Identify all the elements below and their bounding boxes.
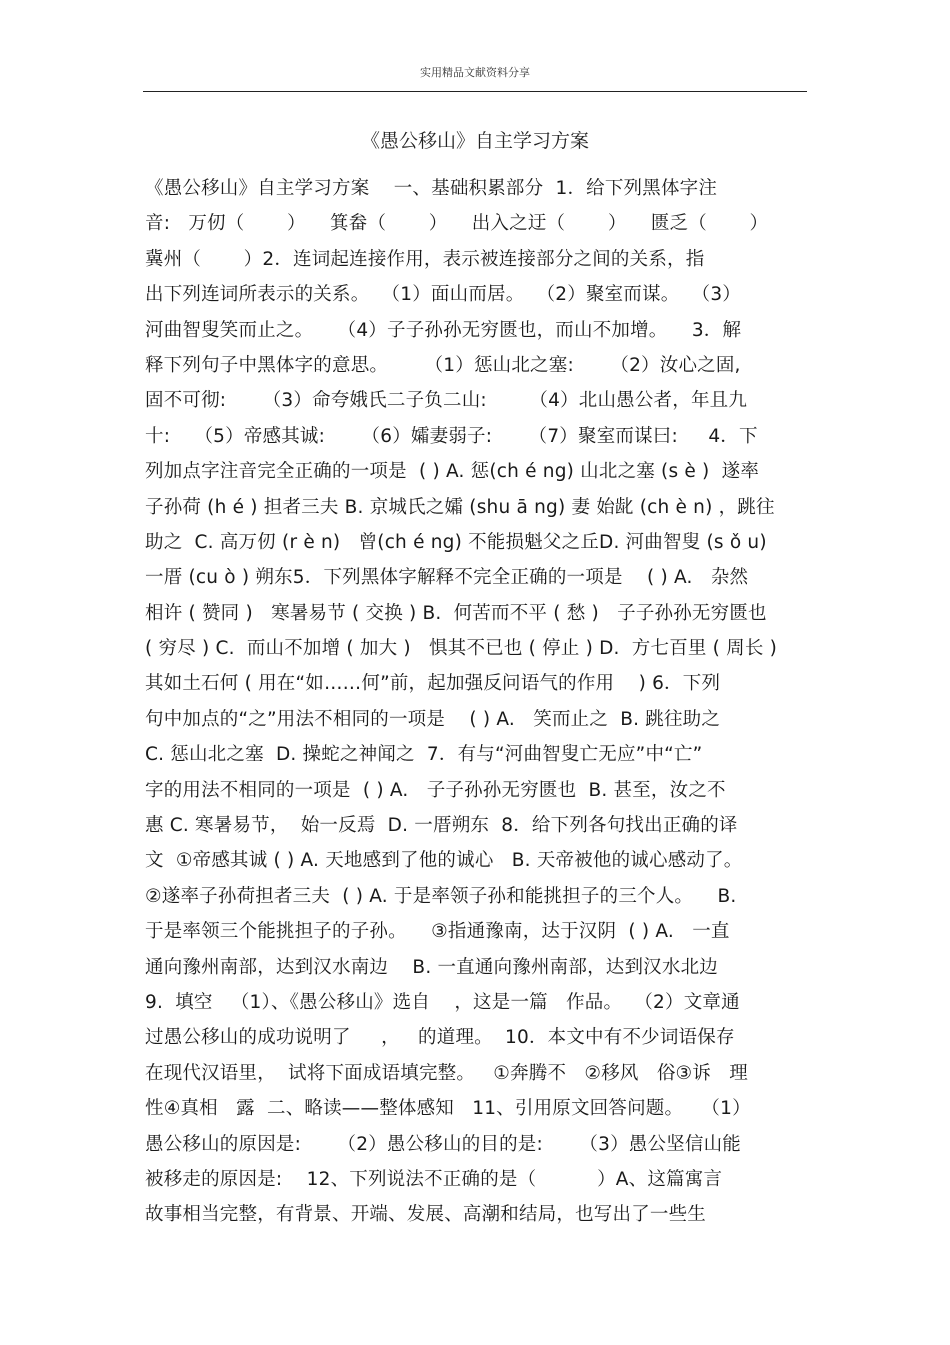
body-text-line: 过愚公移山的成功说明了 ， 的道理。 10．本文中有不少词语保存	[145, 1027, 735, 1049]
body-text-line: 列加点字注音完全正确的一项是 ( ) A. 惩(ch é ng) 山北之塞 (s è ) 遂率	[145, 461, 760, 483]
body-text-line: 河曲智叟笑而止之。 （4）子子孙孙无穷匮也，而山不加增。 3．解	[145, 319, 742, 341]
body-text-line: 音: 万仞（ ） 箕畚（ ） 出入之迂（ ） 匮乏（ ）	[145, 213, 769, 235]
body-text-line: 被移走的原因是: 12、下列说法不正确的是（ ）A、这篇寓言	[145, 1168, 723, 1190]
body-text-line: 在现代汉语里， 试将下面成语填完整。 ①奔腾不 ②移风 俗③诉 理	[145, 1062, 748, 1084]
body-text-line: 固不可彻: （3）命夸娥氏二子负二山: （4）北山愚公者，年且九	[145, 390, 748, 412]
body-text-line: 《愚公移山》自主学习方案 一、基础积累部分 1．给下列黑体字注	[145, 178, 718, 199]
body-text-line: 愚公移山的原因是: （2）愚公移山的目的是: （3）愚公坚信山能	[145, 1133, 741, 1155]
body-text-line: 子孙荷 (h é ) 担者三夫 B. 京城氏之孀 (shu ā ng) 妻 始龀 (ch è n) ，跳往	[145, 496, 775, 518]
header-divider	[143, 91, 807, 92]
body-text-line: ②遂率子孙荷担者三夫 ( ) A. 于是率领子孙和能挑担子的三个人。 B.	[145, 885, 737, 907]
body-text-line: 冀州（ ）2．连词起连接作用，表示被连接部分之间的关系，指	[145, 248, 705, 270]
body-text-line: ( 穷尽 ) C. 而山不加增 ( 加大 ) 惧其不已也 ( 停止 ) D. 方七百里 ( 周长 )	[145, 638, 778, 660]
body-text-line: 十: （5）帝感其诚: （6）孀妻弱子: （7）聚室而谋曰: 4．下	[145, 425, 758, 447]
body-text-line: 其如土石何 ( 用在“如……何”前，起加强反问语气的作用 ) 6．下列	[145, 673, 721, 695]
body-text-line: C. 惩山北之塞 D. 操蛇之神闻之 7．有与“河曲智叟亡无应”中“亡”	[145, 744, 703, 766]
body-text-line: 释下列句子中黑体字的意思。 （1）惩山北之塞: （2）汝心之固,	[145, 354, 741, 376]
body-text-line: 句中加点的“之”用法不相同的一项是 ( ) A. 笑而止之 B. 跳往助之	[145, 708, 721, 730]
body-text-line: 文 ①帝感其诚 ( ) A. 天地感到了他的诚心 B. 天帝被他的诚心感动了。	[145, 850, 743, 872]
body-text-line: 一厝 (cu ò ) 朔东5．下列黑体字解释不完全正确的一项是 ( ) A. 杂然	[145, 567, 749, 589]
body-text-line: 性④真相 露 二、略读——整体感知 11、引用原文回答问题。 （1）	[145, 1098, 751, 1120]
body-text-line: 字的用法不相同的一项是 ( ) A. 子子孙孙无穷匮也 B. 甚至，汝之不	[145, 779, 726, 801]
body-text-line: 于是率领三个能挑担子的子孙。 ③指通豫南，达于汉阴 ( ) A. 一直	[145, 921, 730, 943]
document-body	[145, 171, 835, 1233]
body-text-line: 助之 C. 高万仞 (r è n) 曾(ch é ng) 不能损魁父之丘D. 河曲智叟 (s ǒ u)	[145, 531, 767, 553]
body-text-line: 惠 C. 寒暑易节， 始一反焉 D. 一厝朔东 8．给下列各句找出正确的译	[145, 815, 738, 837]
document-title: 《愚公移山》自主学习方案	[360, 130, 589, 152]
body-text-line: 出下列连词所表示的关系。 （1）面山而居。 （2）聚室而谋。 （3）	[145, 284, 741, 306]
body-text-line: 相许 ( 赞同 ) 寒暑易节 ( 交换 ) B. 何苦而不平 ( 愁 ) 子子孙孙无穷匮也	[145, 602, 767, 624]
page-header: 实用精品文献资料分享	[420, 66, 530, 79]
body-text-line: 通向豫州南部，达到汉水南边 B. 一直通向豫州南部，达到汉水北边	[145, 956, 718, 978]
body-text-line: 9. 填空 （1）、《愚公移山》选自 ，这是一篇 作品。 （2）文章通	[145, 991, 740, 1013]
body-text-line: 故事相当完整，有背景、开端、发展、高潮和结局，也写出了一些生	[145, 1204, 707, 1226]
